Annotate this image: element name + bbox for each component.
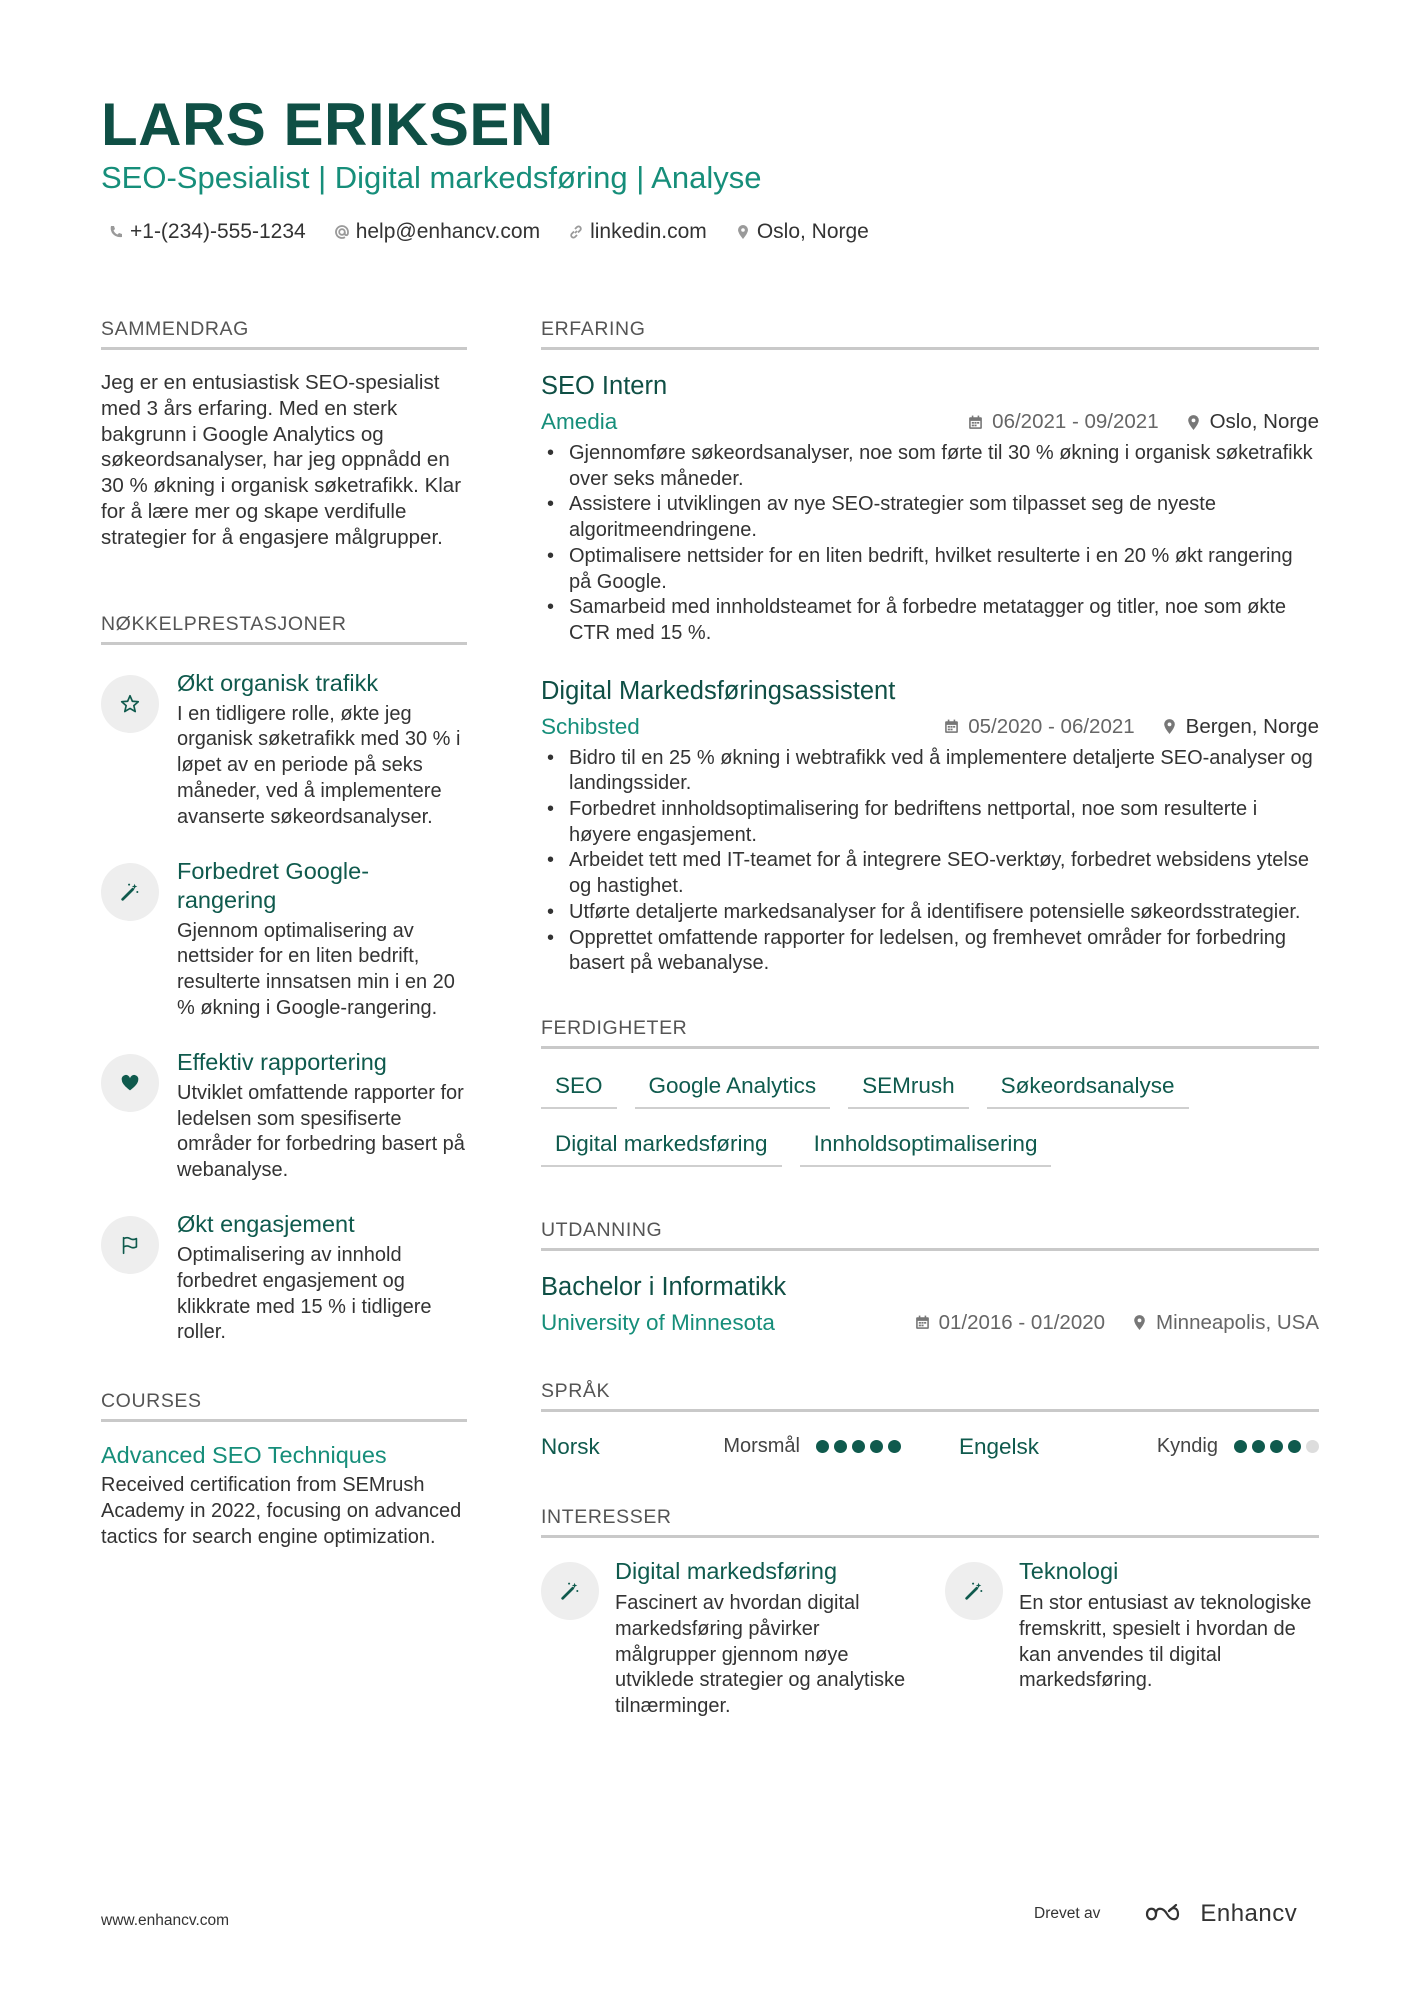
achievement-title: Økt organisk trafikk: [177, 669, 379, 696]
job-meta: [541, 409, 1319, 435]
education-meta: [541, 1310, 1319, 1336]
rating-dot-filled: [1270, 1440, 1283, 1453]
footer-website[interactable]: www.enhancv.com: [101, 1912, 230, 1929]
skills-list: [541, 1071, 1319, 1167]
phone-text: +1-(234)-555-1234: [130, 220, 306, 243]
school-name: University of Minnesota: [541, 1309, 775, 1335]
contact-bar: [108, 220, 869, 244]
job-bullet: • Samarbeid med innholdsteamet for å forbedre metatagger og titler, noe som økte CTR med 15 %.: [541, 595, 1319, 646]
education-location-text: Minneapolis, USA: [1156, 1310, 1319, 1334]
job-entry: [541, 372, 1319, 647]
location-text: Oslo, Norge: [756, 220, 869, 243]
language-rating: [816, 1440, 901, 1453]
achievement-title: Forbedret Google-rangering: [177, 857, 370, 913]
job-meta: [541, 714, 1319, 740]
job-bullet: • Optimalisere nettsider for en liten bedrift, hvilket resulterte i en 20 % økt rangering på Google.: [541, 544, 1319, 595]
magic-wand-icon: [963, 1580, 985, 1602]
education-dates-text: 01/2016 - 01/2020: [938, 1310, 1106, 1334]
skill-tag: Google Analytics: [635, 1071, 831, 1109]
skill-tag: SEO: [541, 1071, 617, 1109]
education-location: [1131, 1311, 1319, 1335]
job-location-text: Oslo, Norge: [1209, 410, 1319, 433]
section-title-courses: COURSES: [101, 1390, 467, 1422]
rating-dot-filled: [888, 1440, 901, 1453]
achievement-icon-wrap: [101, 863, 159, 921]
section-title-education: UTDANNING: [541, 1219, 1319, 1251]
languages-list: [541, 1434, 1319, 1460]
skill-tag: Innholdsoptimalisering: [800, 1129, 1052, 1167]
degree-title: Bachelor i Informatikk: [541, 1272, 787, 1301]
job-bullets: [541, 441, 1319, 647]
job-company: Amedia: [541, 409, 618, 434]
section-title-experience: ERFARING: [541, 318, 1319, 350]
star-icon: [119, 693, 141, 715]
rating-dot-filled: [1288, 1440, 1301, 1453]
calendar-icon: [914, 1314, 931, 1331]
rating-dot-filled: [1252, 1440, 1265, 1453]
language-level: Kyndig: [1156, 1435, 1218, 1458]
rating-dot-filled: [852, 1440, 865, 1453]
achievements-section: [101, 613, 467, 1347]
rating-dot-filled: [816, 1440, 829, 1453]
powered-by-text: Drevet av: [1034, 1905, 1101, 1922]
rating-dot-filled: [834, 1440, 847, 1453]
skills-section: [541, 1017, 1319, 1167]
job-bullet: • Forbedret innholdsoptimalisering for bedriftens nettportal, noe som resulterte i høyere engasjement.: [541, 797, 1319, 848]
achievement-item: [101, 857, 467, 1022]
summary-section: [101, 318, 467, 551]
job-bullet: • Assistere i utviklingen av nye SEO-strategier som tilpasset seg de nyeste algoritmeendringene.: [541, 492, 1319, 543]
job-bullets: [541, 746, 1319, 977]
job-dates-text: 05/2020 - 06/2021: [968, 714, 1135, 738]
skill-tag: Digital markedsføring: [541, 1129, 782, 1167]
language-name: Norsk: [541, 1433, 600, 1459]
language-name: Engelsk: [959, 1433, 1040, 1459]
job-company: Schibsted: [541, 713, 640, 739]
interest-item: [945, 1558, 1319, 1720]
contact-location: [735, 220, 869, 244]
candidate-name: LARS ERIKSEN: [101, 91, 554, 158]
language-level: Morsmål: [723, 1435, 800, 1458]
calendar-icon: [967, 414, 984, 431]
rating-dot-empty: [1306, 1440, 1319, 1453]
job-location: [1185, 410, 1319, 434]
job-dates: [967, 410, 1158, 434]
contact-email[interactable]: [334, 220, 540, 244]
education-section: [541, 1219, 1319, 1336]
achievement-title: Økt engasjement: [177, 1210, 355, 1237]
heart-icon: [119, 1072, 141, 1094]
phone-icon: [108, 224, 124, 240]
skill-tag: Søkeordsanalyse: [987, 1071, 1189, 1109]
job-dates-text: 06/2021 - 09/2021: [992, 410, 1159, 433]
interest-icon-wrap: [945, 1562, 1003, 1620]
calendar-icon: [943, 718, 960, 735]
rating-dot-filled: [1234, 1440, 1247, 1453]
section-title-interests: INTERESSER: [541, 1506, 1319, 1538]
magic-wand-icon: [119, 881, 141, 903]
interest-item: [541, 1558, 915, 1720]
job-bullet: • Gjennomføre søkeordsanalyser, noe som førte til 30 % økning i organisk søketrafikk over seks måneder.: [541, 441, 1319, 492]
achievement-desc: Optimalisering av innhold forbedret engasjement og klikkrate med 15 % i tidligere roller.: [177, 1243, 432, 1344]
job-bullet: • Opprettet omfattende rapporter for ledelsen, og fremhevet områder for forbedring basert på webanalyse.: [541, 926, 1319, 977]
location-pin-icon: [735, 224, 751, 240]
achievement-desc: I en tidligere rolle, økte jeg organisk søketrafikk med 30 % i løpet av en periode på seks måneder, ved å implementere avanserte søkeordsanalyser.: [177, 702, 461, 828]
job-entry: [541, 677, 1319, 977]
language-item: [959, 1434, 1319, 1460]
job-details: [943, 715, 1319, 739]
language-item: [541, 1434, 901, 1460]
location-pin-icon: [1185, 414, 1202, 431]
achievement-icon-wrap: [101, 1216, 159, 1274]
job-bullet: • Bidro til en 25 % økning i webtrafikk ved å implementere detaljerte SEO-analyser og landingssider.: [541, 746, 1319, 797]
course-title: Advanced SEO Techniques: [101, 1442, 387, 1469]
job-bullet: • Arbeidet tett med IT-teamet for å integrere SEO-verktøy, forbedret websidens ytelse og hastighet.: [541, 848, 1319, 899]
interest-desc: Fascinert av hvordan digital markedsføring påvirker målgrupper gjennom nøye utviklede strategier og analytiske tilnærminger.: [615, 1591, 906, 1718]
interest-title: Digital markedsføring: [615, 1557, 838, 1584]
languages-section: [541, 1380, 1319, 1460]
brand-name: Enhancv: [1200, 1900, 1298, 1927]
location-pin-icon: [1131, 1314, 1148, 1331]
interest-icon-wrap: [541, 1562, 599, 1620]
headline: SEO-Spesialist | Digital markedsføring | Analyse: [101, 160, 762, 195]
job-bullet: • Utførte detaljerte markedsanalyser for å identifisere potensielle søkeordsstrategier.: [541, 900, 1319, 926]
section-title-achievements: NØKKELPRESTASJONER: [101, 613, 467, 645]
interest-desc: En stor entusiast av teknologiske fremskritt, spesielt i hvordan de kan anvendes til digital markedsføring.: [1019, 1591, 1312, 1692]
enhancv-logo[interactable]: [1144, 1900, 1297, 1928]
achievement-desc: Utviklet omfattende rapporter for ledelsen som spesifiserte områder for forbedring basert på webanalyse.: [177, 1081, 465, 1182]
summary-text: Jeg er en entusiastisk SEO-spesialist med 3 års erfaring. Med en sterk bakgrunn i Google Analytics og søkeordsanalyser, har jeg oppnådd en 30 % økning i organisk søketrafikk. Klar for å lære mer og skape verdifulle strategier for å engasjere målgrupper.: [101, 371, 462, 549]
flag-icon: [119, 1234, 141, 1256]
achievement-title: Effektiv rapportering: [177, 1048, 387, 1075]
skill-tag: SEMrush: [848, 1071, 969, 1109]
section-title-summary: SAMMENDRAG: [101, 318, 467, 350]
footer-branding: [1034, 1900, 1297, 1928]
job-title: SEO Intern: [541, 372, 668, 400]
right-column: [541, 318, 1319, 1720]
language-rating: [1234, 1440, 1319, 1453]
interest-title: Teknologi: [1019, 1557, 1119, 1584]
achievement-item: [101, 669, 467, 831]
education-details: [914, 1311, 1319, 1335]
interests-list: [541, 1558, 1319, 1720]
job-details: [967, 410, 1319, 434]
language-level-group: [1157, 1435, 1319, 1458]
job-title: Digital Markedsføringsassistent: [541, 676, 896, 705]
job-location: [1161, 715, 1319, 739]
linkedin-text: linkedin.com: [590, 220, 707, 243]
experience-section: [541, 318, 1319, 977]
language-level-group: [723, 1435, 901, 1458]
interests-section: [541, 1506, 1319, 1720]
at-icon: [334, 224, 350, 240]
location-pin-icon: [1161, 718, 1178, 735]
section-title-languages: SPRÅK: [541, 1380, 1319, 1412]
achievement-icon-wrap: [101, 675, 159, 733]
email-text: help@enhancv.com: [355, 220, 541, 243]
achievement-item: [101, 1210, 467, 1346]
achievement-desc: Gjennom optimalisering av nettsider for en liten bedrift, resulterte innsatsen min i en 20 % økning i Google-rangering.: [177, 919, 455, 1019]
achievement-item: [101, 1048, 467, 1184]
link-icon: [568, 224, 584, 240]
contact-phone[interactable]: [108, 220, 306, 244]
course-desc: Received certification from SEMrush Academy in 2022, focusing on advanced tactics for search engine optimization.: [101, 1474, 462, 1548]
job-dates: [943, 715, 1134, 739]
contact-linkedin[interactable]: [568, 220, 707, 244]
left-column: [101, 318, 467, 1551]
job-location-text: Bergen, Norge: [1185, 714, 1319, 738]
rating-dot-filled: [870, 1440, 883, 1453]
achievement-icon-wrap: [101, 1054, 159, 1112]
courses-section: [101, 1390, 467, 1550]
infinity-logo-icon: [1144, 1902, 1190, 1926]
education-dates: [914, 1311, 1105, 1335]
magic-wand-icon: [559, 1580, 581, 1602]
section-title-skills: FERDIGHETER: [541, 1017, 1319, 1049]
